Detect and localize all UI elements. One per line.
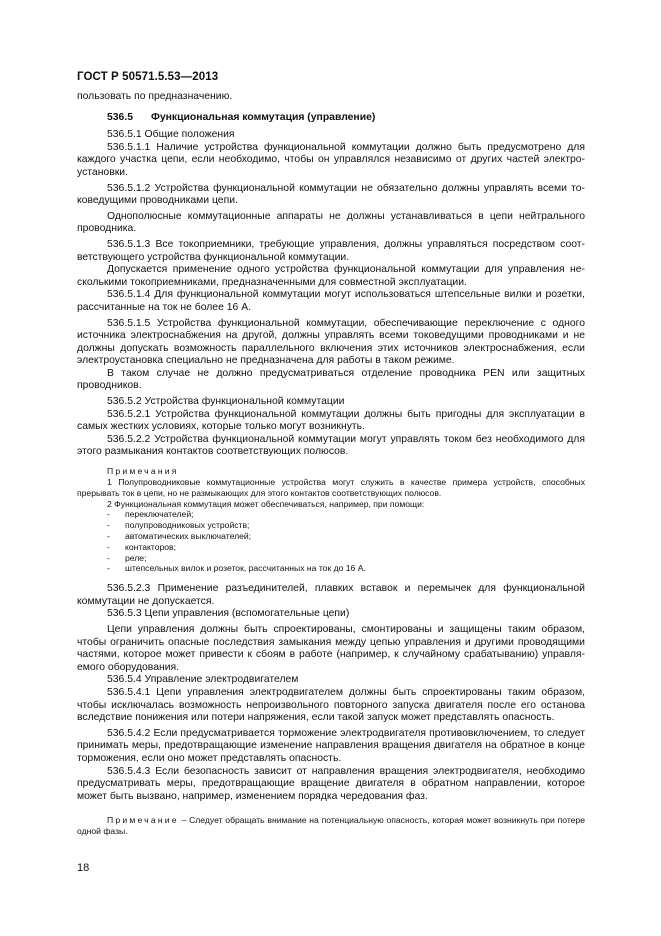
section-number: 536.5: [107, 111, 134, 123]
list-dash: -: [107, 509, 110, 520]
note-item: 1 Полупроводниковые коммутационные устройства могут служить в качестве примера устройств, способных прерывать ток в цепи, но не размыкающих для этого контактов соответствующих полюсов.: [77, 477, 585, 498]
paragraph: 536.5.4.1 Цепи управления электродвигателем должны быть спроектированы таким образом, чтобы исключалась возможность непроизвольного повторного запуска двигателя после его останова вследствие понижения или потери напряжения, если такой запуск может представлять опасность.: [77, 686, 585, 724]
paragraph: В таком случае не должно предусматриваться отделение проводника PEN или защитных проводников.: [77, 367, 585, 392]
subsection-title: 536.5.2 Устройства функциональной коммутации: [107, 396, 345, 408]
final-note: [77, 815, 585, 837]
paragraph: Допускается применение одного устройства функциональной коммутации для управления несколькими токоприемниками, предназначенными для совместной эксплуатации.: [77, 264, 585, 288]
list-dash: -: [107, 520, 110, 531]
document-code-header: ГОСТ Р 50571.5.53—2013: [77, 71, 219, 83]
page-number: 18: [77, 862, 90, 874]
paragraph: 536.5.1.2 Устройства функциональной коммутации не обязательно должны управлять всеми токоведущими проводниками цепи.: [77, 182, 585, 207]
list-item: - полупроводниковых устройств;: [107, 520, 250, 531]
paragraph: 536.5.1.4 Для функциональной коммутации могут использоваться штепсельные вилки и розетки, рассчитанные на ток не более 16 А.: [77, 289, 585, 313]
intro-continuation: пользовать по предназначению.: [77, 91, 233, 102]
paragraph: 536.5.1.5 Устройства функциональной коммутации, обеспечивающие переключение с одного источника электроснабжения на другой, должны управлять всеми токоведущими проводниками и не должны допускать возможность параллельного включения этих источников электроснабжения, если электроустановка специально не предназначена для работы в таком режиме.: [77, 317, 585, 367]
list-item: - переключателей;: [107, 509, 194, 520]
list-dash: -: [107, 563, 110, 574]
note-item: 2 Функциональная коммутация может обеспечиваться, например, при помощи:: [107, 498, 425, 509]
list-item: - контакторов;: [107, 541, 176, 552]
list-dash: -: [107, 541, 110, 552]
paragraph: 536.5.1.1 Наличие устройства функциональной коммутации должно быть предусмотрено для каждого участка цепи, если необходимо, чтобы он управлялся независимо от других частей электроустановки.: [77, 141, 585, 178]
list-dash: -: [107, 552, 110, 563]
list-item: - реле;: [107, 552, 147, 563]
paragraph: 536.5.2.2 Устройства функциональной коммутации могут управлять током без необходимого для этого размыкания контактов соответствующих полюсов.: [77, 433, 585, 458]
paragraph: 536.5.1.3 Все токоприемники, требующие управления, должны управляться посредством соответствующего устройства функциональной коммутации.: [77, 238, 585, 263]
final-note-label: Примечание: [107, 815, 179, 826]
subsection-title: 536.5.1 Общие положения: [107, 129, 235, 141]
final-note-text: – Следует обращать внимание на потенциальную опасность, которая может возникнуть при потере одной фазы.: [77, 815, 585, 837]
paragraph: 536.5.4.2 Если предусматривается торможение электродвигателя противовключением, то следует принимать меры, предотвращающие изменение направления вращения двигателя на обратное в конце торможения, если оно может представлять опасность.: [77, 727, 585, 764]
section-heading: [107, 112, 585, 125]
list-dash: -: [107, 531, 110, 542]
note-list: [77, 509, 585, 574]
document-body: [77, 91, 585, 837]
list-item: - штепсельных вилок и розеток, рассчитанных на ток до 16 А.: [107, 563, 366, 574]
paragraph: 536.5.4.3 Если безопасность зависит от направления вращения электродвигателя, необходимо предусматривать меры, предотвращающие вращение двигателя в обратном направлении, которое может быть вызвано, например, изменением порядка чередования фаз.: [77, 765, 585, 802]
paragraph: 536.5.2.3 Применение разъединителей, плавких вставок и перемычек для функциональной коммутации не допускается.: [77, 583, 585, 607]
list-item: - автоматических выключателей;: [107, 531, 252, 542]
paragraph: Цепи управления должны быть спроектированы, смонтированы и защищены таким образом, чтобы ограничить опасные последствия замыкания между цепью управления и другими проводящими частями, которое может привести к сбоям в работе (например, к случайному срабатыванию) управляемого оборудования.: [77, 623, 585, 673]
subsection-title: 536.5.4 Управление электродвигателем: [107, 674, 299, 686]
section-title: Функциональная коммутация (управление): [151, 111, 376, 123]
notes-title: Примечания: [107, 466, 179, 477]
subsection-title: 536.5.3 Цепи управления (вспомогательные цепи): [107, 608, 350, 620]
paragraph: 536.5.2.1 Устройства функциональной коммутации должны быть пригодны для эксплуатации в самых жестких условиях, которые только могут возникнуть.: [77, 408, 585, 433]
paragraph: Однополюсные коммутационные аппараты не должны устанавливаться в цепи нейтрального проводника.: [77, 210, 585, 235]
